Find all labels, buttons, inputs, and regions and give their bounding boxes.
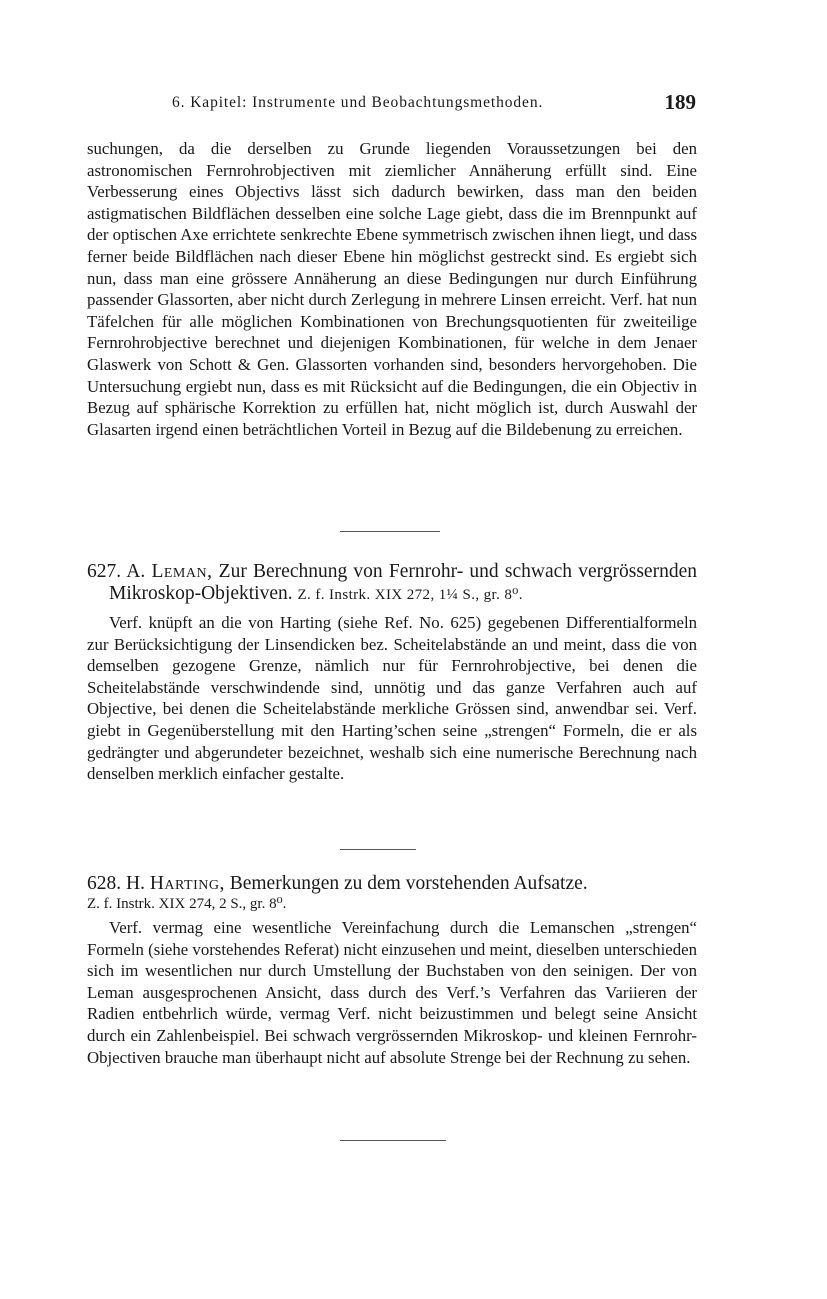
running-title: 6. Kapitel: Instrumente und Beobachtungsmethoden. [172,94,544,111]
author-name: Harting, [149,873,225,894]
journal-reference: Z. f. Instrk. XIX 274, 2 S., gr. 8⁰. [87,896,287,912]
entry-heading [87,561,697,606]
author-initial: H. [126,873,145,894]
running-head [88,90,696,120]
entry-heading [87,873,697,914]
continuation-paragraph-block [87,138,697,440]
section-divider [340,1140,446,1141]
entry-628 [87,873,697,1068]
page-number: 189 [664,90,696,114]
entry-abstract: Verf. vermag eine wesentliche Vereinfachung durch die Lemanschen „strengen“ Formeln (siehe vorstehendes Referat) nicht einzusehen und meint, dieselben unterschieden sich im wesentlichen nur durch Umstellung der Buchstaben von den seinigen. Der von Leman ausgesprochenen Ansicht, dass durch des Verf.’s Verfahren das Variieren der Radien entbehrlich würde, vermag Verf. nicht beizustimmen und belegt seine Ansicht durch ein Zahlenbeispiel. Bei schwach vergrössernden Mikroskop- und kleinen Fernrohr-Objectiven brauche man überhaupt nicht auf absolute Strenge bei der Rechnung zu sehen. [87,918,697,1067]
entry-number: 627. [87,561,122,582]
author-name: Leman, [151,561,213,582]
entry-627 [87,561,697,785]
section-divider [340,531,440,532]
entry-title: Bemerkungen zu dem vorstehenden Aufsatze. [229,873,588,894]
entry-number: 628. [87,873,122,894]
entry-title: Zur Berechnung von Fernrohr- und schwach vergrössernden Mikroskop-Objektiven. [109,561,697,604]
continuation-paragraph: suchungen, da die derselben zu Grunde liegenden Voraussetzungen bei den astronomischen Fernrohrobjectiven mit ziemlicher Annäherung erfüllt sind. Eine Verbesserung eines Objectivs lässt sich dadurch bewirken, dass man den beiden astigmatischen Bildflächen desselben eine solche Lage giebt, dass die im Brennpunkt auf der optischen Axe errichtete senkrechte Ebene symmetrisch zwischen ihnen liegt, und dass ferner beide Bildflächen nach dieser Ebene hin möglichst gestreckt sind. Es ergiebt sich nun, dass man eine grössere Annäherung an diese Bedingungen nur durch Einführung passender Glassorten, aber nicht durch Zerlegung in mehrere Linsen erreicht. Verf. hat nun Täfelchen für alle möglichen Kombinationen von Brechungsquotienten für zweiteilige Fernrohrobjective berechnet und diejenigen Kombinationen, für welche in dem Jenaer Glaswerk von Schott & Gen. Glassorten vorhanden sind, besonders hervorgehoben. Die Untersuchung ergiebt nun, dass es mit Rücksicht auf die Bedingungen, die ein Objectiv in Bezug auf sphärische Korrektion zu erfüllen hat, nicht möglich ist, durch Auswahl der Glasarten irgend einen beträchtlichen Vorteil in Bezug auf die Bildebenung zu erreichen. [87,139,697,439]
entry-abstract: Verf. knüpft an die von Harting (siehe Ref. No. 625) gegebenen Differentialformeln zur Berücksichtigung der Linsendicken bez. Scheitelabstände an und meint, dass die von demselben gezogene Grenze, nämlich nur für Fernrohrobjective, bei denen die Scheitelabstände verschwindende sind, unnötig und das ganze Verfahren auch auf Objective, bei denen die Scheitelabstände merkliche Grössen sind, anwendbar sei. Verf. giebt in Gegenüberstellung mit den Harting’schen seine „strengen“ Formeln, die er als gedrängter und abgerundeter bezeichnet, weshalb sich eine numerische Berechnung nach denselben merklich einfacher gestalte. [87,613,697,784]
journal-reference: Z. f. Instrk. XIX 272, 1¼ S., gr. 8⁰. [297,587,523,603]
section-divider [340,849,416,850]
author-initial: A. [126,561,146,582]
